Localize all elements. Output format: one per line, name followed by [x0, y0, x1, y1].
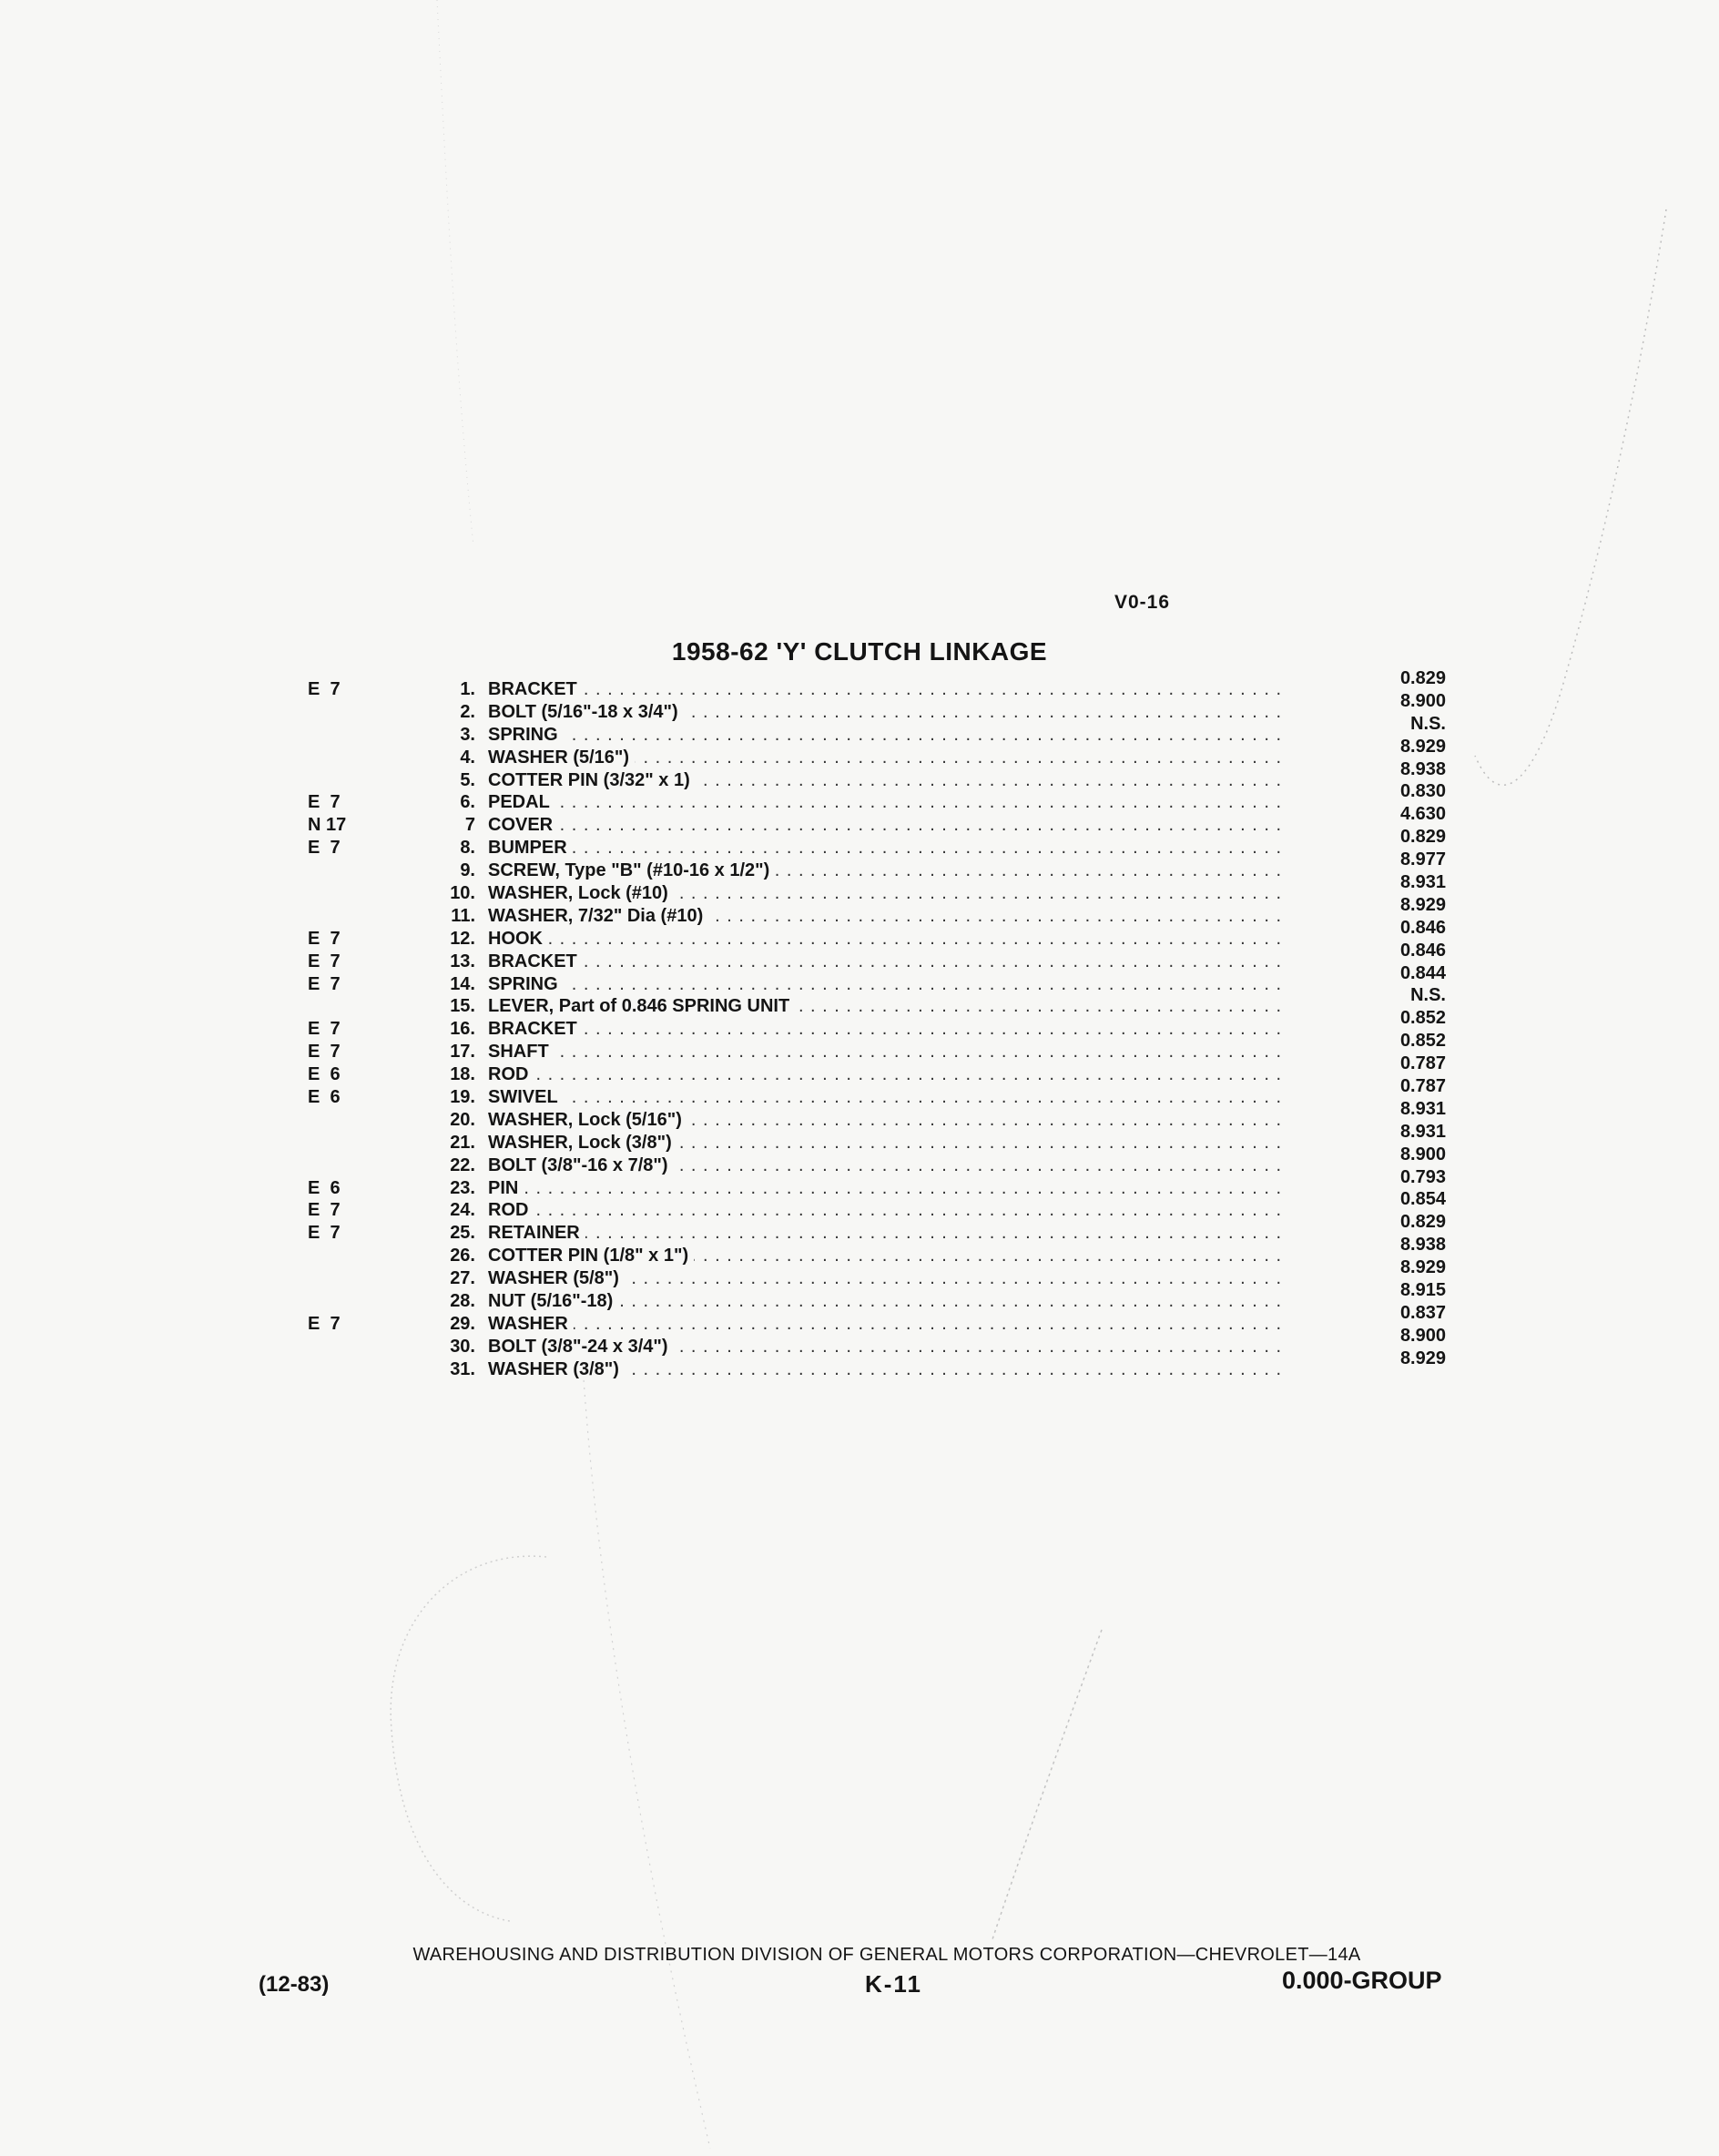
list-item: [0, 713, 1719, 747]
item-number: 25.: [450, 1223, 475, 1244]
illustration-ref: E 6: [308, 1064, 341, 1085]
list-item: [0, 1348, 1719, 1381]
item-number: 3.: [460, 724, 475, 745]
item-number: 19.: [450, 1087, 475, 1108]
item-description: [488, 859, 1280, 882]
item-number: 14.: [450, 973, 475, 994]
illustration-ref: E 7: [308, 1200, 341, 1221]
list-item: [0, 894, 1719, 928]
item-description-text: SWIVEL: [488, 1087, 564, 1107]
list-item: [0, 1166, 1719, 1200]
item-description: [488, 769, 1280, 792]
list-item: [0, 985, 1719, 1018]
group-number: 0.854: [1399, 1189, 1446, 1210]
item-number: 1.: [460, 679, 475, 699]
group-number: 0.837: [1399, 1302, 1446, 1323]
group-number: 8.931: [1399, 1098, 1446, 1119]
item-description-text: BRACKET: [488, 951, 583, 971]
group-number: 0.793: [1399, 1166, 1446, 1187]
item-number: 29.: [450, 1313, 475, 1334]
group-number: 8.931: [1399, 1121, 1446, 1142]
item-description: [488, 1245, 1280, 1267]
list-item: [0, 1325, 1719, 1358]
illustration-ref: N 17: [308, 815, 347, 836]
group-number: 0.829: [1399, 827, 1446, 848]
item-number: 2.: [460, 701, 475, 722]
list-item: [0, 690, 1719, 724]
list-item: [0, 1076, 1719, 1109]
list-item: [0, 668, 1719, 701]
item-number: 9.: [460, 860, 475, 881]
item-number: 8.: [460, 838, 475, 859]
item-description-text: HOOK: [488, 929, 548, 949]
item-description: [488, 1063, 1280, 1086]
item-description-text: BRACKET: [488, 679, 583, 699]
item-number: 20.: [450, 1109, 475, 1130]
group-number: 8.938: [1399, 758, 1446, 779]
item-description: [488, 1336, 1280, 1358]
revision-date: (12-83): [259, 1972, 330, 1997]
item-description-text: RETAINER: [488, 1223, 585, 1243]
illustration-ref: E 7: [308, 1019, 341, 1040]
item-description-text: WASHER (3/8"): [488, 1359, 625, 1379]
item-description: [488, 1199, 1280, 1222]
group-number: N.S.: [1410, 985, 1446, 1006]
list-item: [0, 1121, 1719, 1154]
item-description: [488, 814, 1280, 837]
page-title: 1958-62 'Y' CLUTCH LINKAGE: [671, 637, 1048, 666]
group-number: 8.929: [1399, 1257, 1446, 1278]
item-description-text: WASHER, Lock (3/8"): [488, 1133, 677, 1153]
group-number: 8.900: [1399, 690, 1446, 711]
list-item: [0, 1257, 1719, 1290]
group-number: 0.846: [1399, 940, 1446, 961]
item-number: 5.: [460, 769, 475, 790]
group-number: 8.929: [1399, 894, 1446, 915]
item-number: 6.: [460, 792, 475, 813]
illustration-ref: E 7: [308, 792, 341, 813]
item-number: 28.: [450, 1291, 475, 1312]
group-number: 0.787: [1399, 1076, 1446, 1097]
item-number: 18.: [450, 1064, 475, 1085]
item-description-text: SPRING: [488, 725, 564, 745]
illustration-ref: E 6: [308, 1177, 341, 1198]
item-description: [488, 1290, 1280, 1313]
item-description-text: ROD: [488, 1200, 534, 1220]
item-description: [488, 1177, 1280, 1200]
list-item: [0, 849, 1719, 882]
item-number: 21.: [450, 1132, 475, 1153]
illustration-ref: E 7: [308, 1313, 341, 1334]
group-number: 4.630: [1399, 804, 1446, 825]
illustration-ref: E 7: [308, 838, 341, 859]
item-description: [488, 1154, 1280, 1177]
item-description-text: SHAFT: [488, 1042, 554, 1062]
illustration-ref: E 6: [308, 1087, 341, 1108]
illustration-ref: E 7: [308, 928, 341, 949]
group-number: 8.915: [1399, 1280, 1446, 1301]
item-number: 4.: [460, 747, 475, 768]
group-number: 0.846: [1399, 917, 1446, 938]
item-description-text: BOLT (3/8"-16 x 7/8"): [488, 1155, 674, 1175]
item-description-text: WASHER, 7/32" Dia (#10): [488, 906, 708, 926]
item-description-text: BOLT (3/8"-24 x 3/4"): [488, 1337, 674, 1357]
item-description-text: SCREW, Type "B" (#10-16 x 1/2"): [488, 860, 775, 880]
item-description-text: WASHER (5/16"): [488, 747, 635, 768]
group-number: 8.900: [1399, 1325, 1446, 1346]
list-item: [0, 781, 1719, 814]
list-item: [0, 872, 1719, 905]
item-number: 17.: [450, 1042, 475, 1063]
item-description: [488, 973, 1280, 996]
item-number: 7: [464, 815, 475, 836]
item-description: [488, 678, 1280, 701]
page-number: K-11: [865, 1970, 922, 1998]
item-number: 23.: [450, 1177, 475, 1198]
group-number: 8.929: [1399, 1348, 1446, 1368]
item-number: 16.: [450, 1019, 475, 1040]
item-description-text: COTTER PIN (1/8" x 1"): [488, 1246, 694, 1266]
item-description: [488, 928, 1280, 951]
item-description-text: WASHER (5/8"): [488, 1268, 625, 1288]
item-description-text: PIN: [488, 1178, 524, 1198]
group-number: 8.931: [1399, 872, 1446, 893]
item-description-text: BRACKET: [488, 1019, 583, 1039]
list-item: [0, 1144, 1719, 1177]
illustration-ref: E 7: [308, 951, 341, 971]
item-description: [488, 747, 1280, 769]
list-item: [0, 1302, 1719, 1336]
item-description-text: SPRING: [488, 974, 564, 994]
illustration-ref: E 7: [308, 1223, 341, 1244]
group-number: 0.844: [1399, 962, 1446, 983]
list-item: [0, 758, 1719, 792]
item-description: [488, 995, 1280, 1018]
item-description: [488, 951, 1280, 973]
item-description: [488, 837, 1280, 859]
list-item: [0, 940, 1719, 973]
group-number: 8.977: [1399, 849, 1446, 870]
item-description-text: ROD: [488, 1064, 534, 1084]
document-code: V0-16: [1114, 592, 1171, 613]
item-number: 15.: [450, 996, 475, 1017]
item-description: [488, 1222, 1280, 1245]
list-item: [0, 1031, 1719, 1063]
item-number: 11.: [451, 905, 475, 926]
list-item: [0, 1280, 1719, 1313]
item-description-text: BOLT (5/16"-18 x 3/4"): [488, 702, 684, 722]
list-item: [0, 1189, 1719, 1222]
item-description: [488, 1267, 1280, 1290]
item-description: [488, 905, 1280, 928]
list-item: [0, 827, 1719, 859]
group-number: 0.830: [1399, 781, 1446, 802]
item-number: 12.: [450, 928, 475, 949]
list-item: [0, 1098, 1719, 1132]
item-description: [488, 1109, 1280, 1132]
item-description-text: COTTER PIN (3/32" x 1): [488, 770, 696, 790]
item-description: [488, 724, 1280, 747]
group-number: 8.900: [1399, 1144, 1446, 1164]
publisher-line: WAREHOUSING AND DISTRIBUTION DIVISION OF GENERAL MOTORS CORPORATION—CHEVROLET—14A: [412, 1945, 1361, 1965]
group-number: 8.938: [1399, 1235, 1446, 1256]
group-number: N.S.: [1410, 713, 1446, 734]
item-description: [488, 791, 1280, 814]
item-number: 10.: [450, 883, 475, 904]
item-description-text: LEVER, Part of 0.846 SPRING UNIT: [488, 996, 795, 1016]
list-item: [0, 1053, 1719, 1086]
item-description-text: NUT (5/16"-18): [488, 1291, 618, 1311]
group-number: 0.829: [1399, 1212, 1446, 1233]
parts-list: [0, 668, 1719, 1381]
group-number: 0.787: [1399, 1053, 1446, 1074]
group-number: 0.852: [1399, 1031, 1446, 1052]
group-number: 0.829: [1399, 668, 1446, 688]
item-number: 27.: [450, 1268, 475, 1289]
item-description-text: COVER: [488, 815, 558, 835]
group-number: 0.852: [1399, 1008, 1446, 1029]
item-number: 31.: [450, 1358, 475, 1379]
item-description: [488, 1358, 1280, 1381]
illustration-ref: E 7: [308, 1042, 341, 1063]
item-description: [488, 1041, 1280, 1063]
list-item: [0, 736, 1719, 769]
list-item: [0, 917, 1719, 951]
item-description-text: WASHER, Lock (5/16"): [488, 1110, 687, 1130]
item-description-text: BUMPER: [488, 838, 573, 858]
group-number: 8.929: [1399, 736, 1446, 757]
item-description: [488, 701, 1280, 724]
item-number: 13.: [450, 951, 475, 971]
item-description: [488, 1132, 1280, 1154]
item-number: 26.: [450, 1246, 475, 1266]
item-description-text: PEDAL: [488, 792, 555, 812]
illustration-ref: E 7: [308, 973, 341, 994]
group-label: 0.000-GROUP: [1282, 1967, 1442, 1994]
item-number: 30.: [450, 1336, 475, 1357]
list-item: [0, 1008, 1719, 1041]
item-description: [488, 1018, 1280, 1041]
list-item: [0, 962, 1719, 996]
item-number: 24.: [450, 1200, 475, 1221]
item-description-text: WASHER, Lock (#10): [488, 883, 674, 903]
list-item: [0, 804, 1719, 837]
list-item: [0, 1235, 1719, 1267]
list-item: [0, 1212, 1719, 1245]
item-description: [488, 882, 1280, 905]
item-number: 22.: [450, 1154, 475, 1175]
item-description-text: WASHER: [488, 1314, 574, 1334]
illustration-ref: E 7: [308, 679, 341, 699]
item-description: [488, 1086, 1280, 1109]
item-description: [488, 1313, 1280, 1336]
